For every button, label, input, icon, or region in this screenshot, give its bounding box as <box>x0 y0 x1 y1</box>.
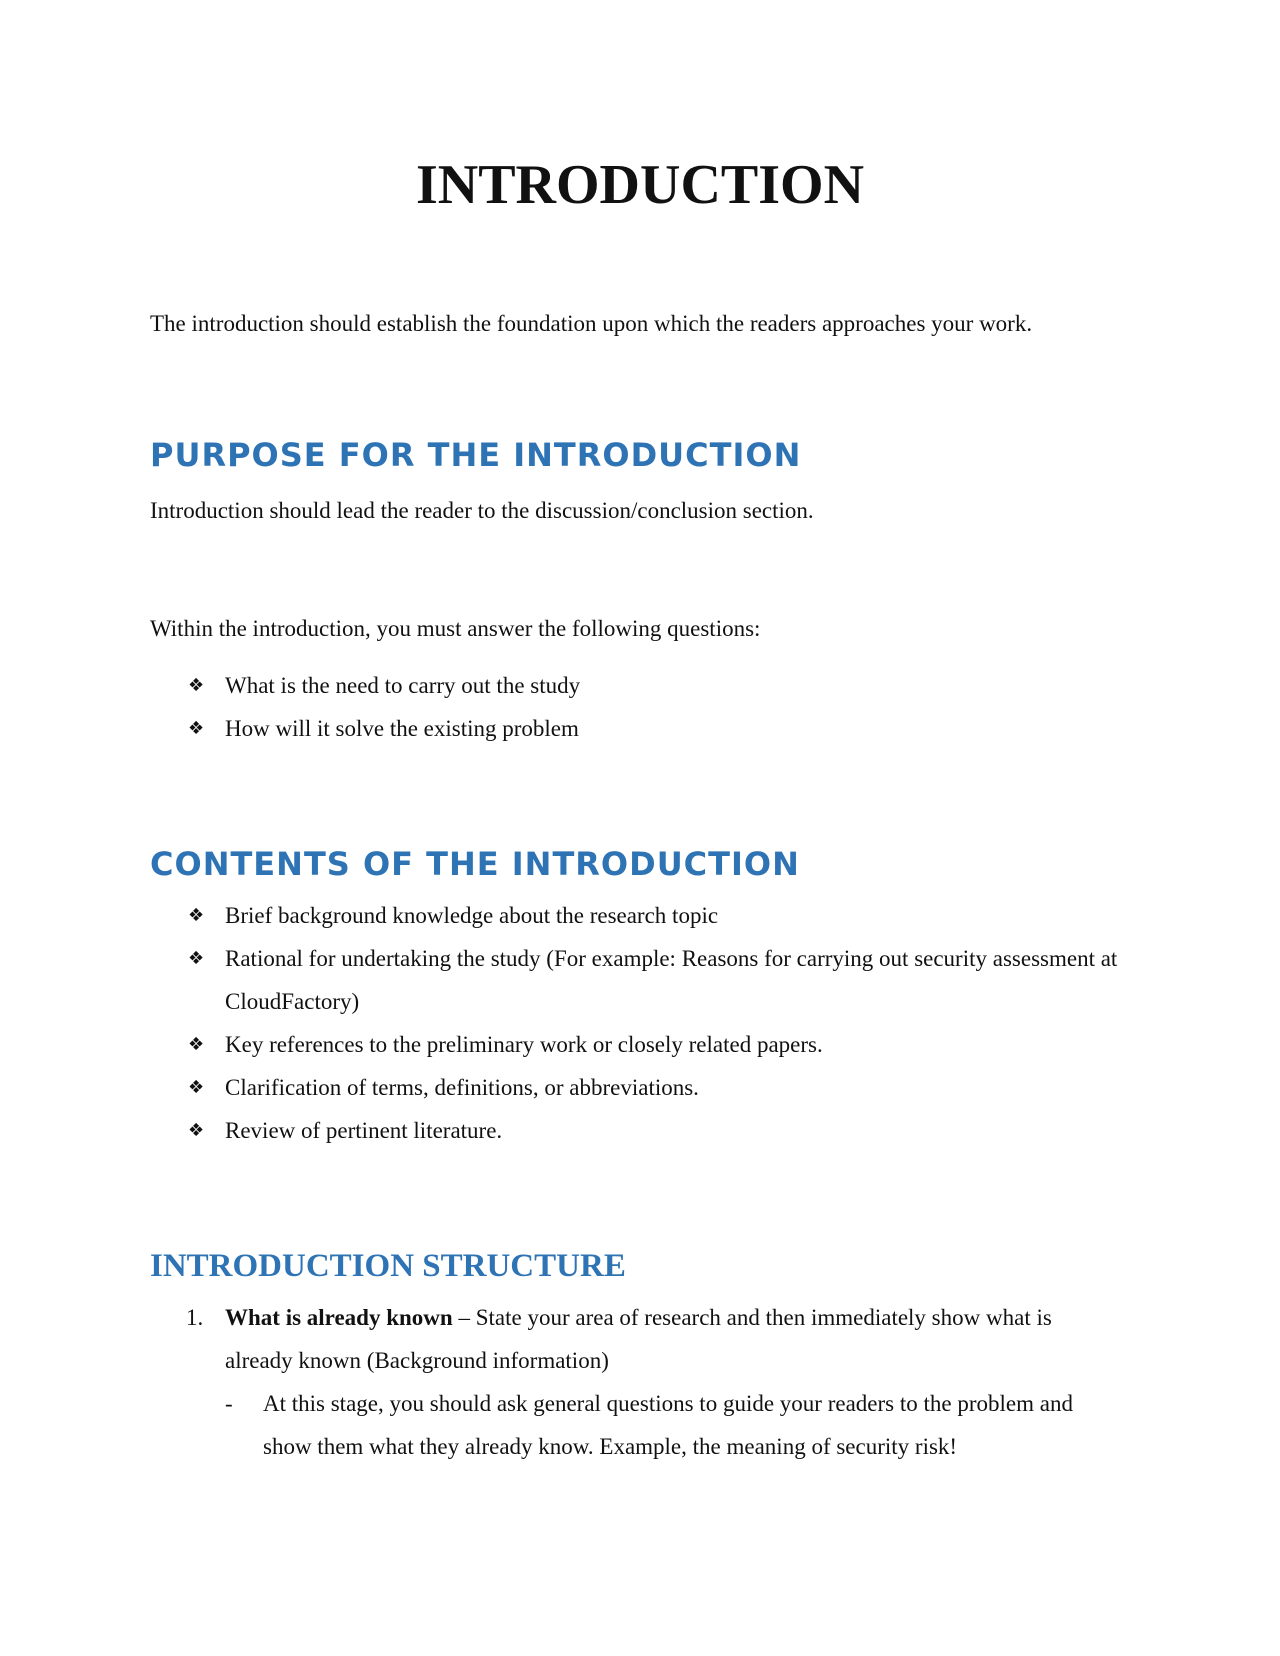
diamond-bullet-icon: ❖ <box>188 1034 205 1055</box>
contents-item-text: Brief background knowledge about the research topic <box>225 903 719 928</box>
diamond-bullet-icon: ❖ <box>188 1120 205 1141</box>
diamond-bullet-icon: ❖ <box>188 1077 205 1098</box>
sub-list-item <box>0 1382 1125 1468</box>
question-text: How will it solve the existing problem <box>225 716 579 741</box>
diamond-bullet-icon: ❖ <box>188 675 205 696</box>
list-item <box>0 1023 1125 1066</box>
purpose-paragraph: Introduction should lead the reader to the discussion/conclusion section. <box>150 498 814 523</box>
contents-item-text: Rational for undertaking the study (For example: Reasons for carrying out security assessment at CloudFactory) <box>225 946 1118 1014</box>
list-item <box>0 707 1125 750</box>
intro-paragraph: The introduction should establish the foundation upon which the readers approaches your work. <box>150 311 1033 336</box>
list-item <box>0 1109 1125 1152</box>
purpose-heading: PURPOSE FOR THE INTRODUCTION <box>150 436 802 474</box>
diamond-bullet-icon: ❖ <box>188 948 205 969</box>
structure-item-bold: What is already known <box>225 1305 453 1330</box>
contents-item-text: Review of pertinent literature. <box>225 1118 503 1143</box>
questions-list <box>0 664 1125 750</box>
page-title: INTRODUCTION <box>415 154 865 216</box>
structure-list <box>0 1296 1125 1468</box>
structure-item-body: – State your area of research and then immediately show what is already known (Background information) <box>225 1305 1052 1373</box>
diamond-bullet-icon: ❖ <box>188 718 205 739</box>
dash-marker: - <box>225 1391 233 1416</box>
contents-item-text: Clarification of terms, definitions, or abbreviations. <box>225 1075 699 1100</box>
question-text: What is the need to carry out the study <box>225 673 581 698</box>
list-item <box>0 1296 1125 1382</box>
diamond-bullet-icon: ❖ <box>188 905 205 926</box>
list-item <box>0 937 1125 1023</box>
structure-item-text <box>225 1296 1125 1382</box>
sub-item-text: At this stage, you should ask general questions to guide your readers to the problem and show them what they already know. Example, the meaning of security risk! <box>263 1391 1073 1459</box>
structure-heading: INTRODUCTION STRUCTURE <box>150 1248 626 1284</box>
contents-heading: CONTENTS OF THE INTRODUCTION <box>150 845 800 883</box>
contents-item-text: Key references to the preliminary work or closely related papers. <box>225 1032 823 1057</box>
list-item <box>0 664 1125 707</box>
list-number: 1. <box>186 1305 204 1330</box>
contents-list <box>0 894 1125 1152</box>
list-item <box>0 894 1125 937</box>
list-item <box>0 1066 1125 1109</box>
questions-intro-paragraph: Within the introduction, you must answer the following questions: <box>150 616 761 641</box>
